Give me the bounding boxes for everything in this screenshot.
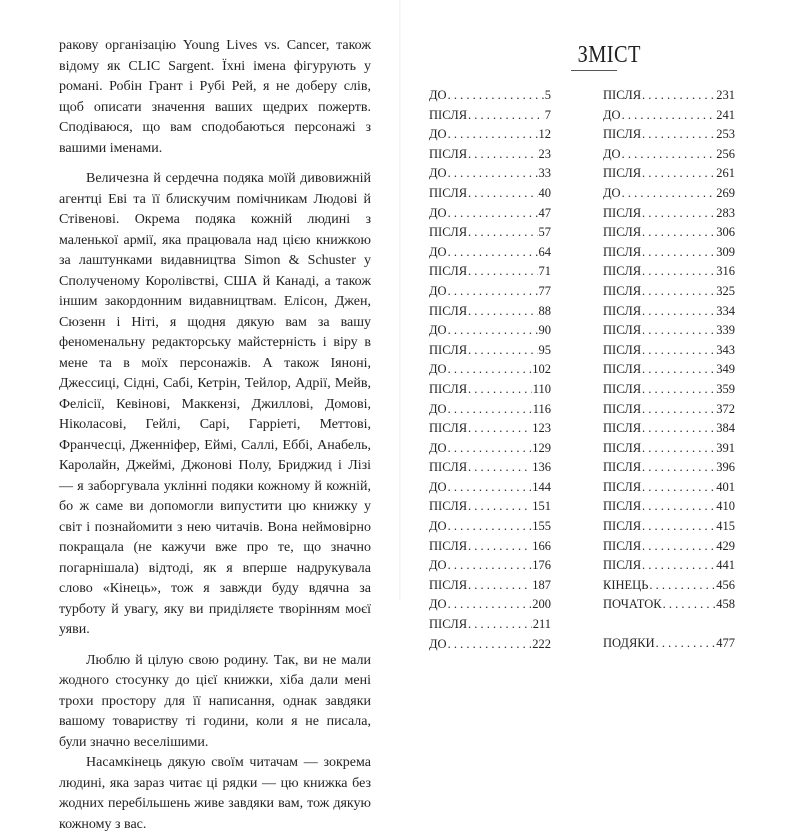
toc-entry-page-number: 23: [538, 146, 551, 161]
toc-dot-leader: [649, 578, 715, 593]
toc-dot-leader: [468, 460, 531, 475]
toc-dot-leader: [656, 636, 716, 651]
toc-entry-label: ДО: [429, 283, 447, 298]
toc-entry-page-number: 64: [538, 244, 551, 259]
toc-entry[interactable]: [603, 225, 735, 245]
toc-dot-leader: [448, 558, 532, 573]
toc-entry-label: ПОДЯКИ: [603, 636, 655, 651]
paragraph-2: Величезна й сердечна подяка моїй дивовижній агентці Еві та її блискучим помічникам Людові й Стівенові. Окрема подяка кожній людині з маленької армії, яка працювала над цією книжкою за лаштунками видавництва Simon & Schuster у Сполученому Королівстві, США й Канаді, а також іншим закордонним видавництвам. Елісон, Джен, Сюзенн і Ніті, я щодня дякую вам за вашу феноменальну редакторську майстерність і віру в мене та в моїх персонажів. А також Іяноні, Джессиці, Сідні, Сабі, Кетрін, Тейлор, Адрії, Мейв, Фелісії, Кевінові, Маккензі, Джиллові, Домові, Ніколасові, Гейлі, Сарі, Гарріеті, Меттові, Франчесці, Дженніфер, Еймі, Саллі, Еббі, Анабель, Каролайн, Джеймі, Джонові Полу, Бриджид і Лізі — я заборгувала уклінні подяки кожному й кожній, бо ж саме ви допомогли випустити цю книжку у світ і познайомити з нею читачів. Вона неймовірно покращала (не кажучи вже про те, що значно погарнішала) відтоді, як я вперше надрукувала слово «Кінець», тож я завжди буду вдячна за турботу й увагу, яку ви приділяєте творінням моєї уяви.: [59, 171, 371, 637]
toc-entry-page-number: 116: [532, 401, 551, 416]
toc-entry[interactable]: [429, 617, 551, 637]
toc-entry-page-number: 176: [532, 558, 551, 573]
toc-dot-leader: [642, 441, 715, 456]
toc-entry[interactable]: [429, 499, 551, 519]
toc-entry-label: ПІСЛЯ: [429, 342, 468, 357]
toc-entry-page-number: 12: [538, 127, 551, 142]
toc-dot-leader: [448, 245, 538, 260]
toc-entry[interactable]: [429, 186, 551, 206]
toc-column-2: [603, 88, 735, 656]
toc-entry-label: ДО: [429, 519, 447, 534]
toc-dot-leader: [448, 362, 532, 377]
toc-entry-page-number: 57: [538, 225, 551, 240]
toc-dot-leader: [642, 225, 715, 240]
toc-entry[interactable]: [429, 402, 551, 422]
toc-entry-page-number: 129: [532, 440, 551, 455]
toc-entry[interactable]: [603, 323, 735, 343]
toc-entry-page-number: 441: [716, 558, 735, 573]
toc-entry-label: ДО: [429, 440, 447, 455]
toc-entry-page-number: 200: [532, 597, 551, 612]
toc-entry-label: ПІСЛЯ: [429, 303, 468, 318]
toc-entry[interactable]: [603, 402, 735, 422]
toc-entry-page-number: 155: [532, 519, 551, 534]
toc-dot-leader: [448, 637, 532, 652]
toc-dot-leader: [642, 206, 715, 221]
toc-dot-leader: [448, 480, 532, 495]
toc-entry-label: ПІСЛЯ: [429, 577, 468, 592]
toc-entry[interactable]: [603, 284, 735, 304]
toc-entry-page-number: 334: [716, 303, 735, 318]
toc-dot-leader: [642, 519, 715, 534]
toc-dot-leader: [642, 499, 715, 514]
toc-entry-page-number: 391: [716, 440, 735, 455]
toc-entry-label: ДО: [429, 362, 447, 377]
toc-entry[interactable]: [603, 264, 735, 284]
toc-dot-leader: [468, 499, 531, 514]
toc-entry-label: КІНЕЦЬ: [603, 577, 649, 592]
toc-entry-page-number: 309: [716, 244, 735, 259]
toc-entry-label: ПІСЛЯ: [429, 421, 468, 436]
toc-entry-page-number: 372: [716, 401, 735, 416]
toc-dot-leader: [642, 284, 715, 299]
toc-dot-leader: [468, 382, 532, 397]
toc-entry[interactable]: [429, 88, 551, 108]
toc-entry-label: ДО: [603, 185, 621, 200]
toc-dot-leader: [448, 88, 544, 103]
toc-entry-page-number: 166: [532, 538, 551, 553]
toc-dot-leader: [448, 402, 532, 417]
toc-dot-leader: [642, 558, 715, 573]
toc-dot-leader: [622, 108, 716, 123]
toc-entry[interactable]: [603, 186, 735, 206]
toc-entry-page-number: 211: [532, 617, 551, 632]
toc-dot-leader: [448, 206, 538, 221]
toc-entry-label: ПІСЛЯ: [603, 303, 642, 318]
toc-entry[interactable]: [429, 382, 551, 402]
toc-dot-leader: [642, 304, 715, 319]
toc-entry-label: ДО: [429, 558, 447, 573]
toc-entry-page-number: 40: [538, 185, 551, 200]
toc-entry-label: ПІСЛЯ: [603, 460, 642, 475]
toc-entry-page-number: 151: [532, 499, 551, 514]
toc-entry-page-number: 306: [716, 225, 735, 240]
toc-entry-page-number: 269: [716, 185, 735, 200]
toc-column-1: [429, 88, 551, 656]
toc-entry-page-number: 429: [716, 538, 735, 553]
toc-dot-leader: [468, 578, 531, 593]
toc-entry-label: ПІСЛЯ: [603, 323, 642, 338]
toc-entry[interactable]: [603, 362, 735, 382]
toc-entry[interactable]: [603, 88, 735, 108]
toc-entry-page-number: 187: [532, 577, 551, 592]
toc-entry-label: ПІСЛЯ: [603, 127, 642, 142]
toc-dot-leader: [642, 245, 715, 260]
toc-entry[interactable]: [603, 206, 735, 226]
toc-entry-page-number: 222: [532, 636, 551, 651]
toc-entry-page-number: 241: [716, 107, 735, 122]
toc-dot-leader: [642, 166, 715, 181]
toc-entry[interactable]: [603, 636, 735, 656]
title-underline: [571, 70, 617, 71]
toc-dot-leader: [622, 186, 716, 201]
toc-entry-page-number: 5: [544, 88, 551, 102]
toc-dot-leader: [642, 127, 715, 142]
toc-entry-label: ДО: [429, 479, 447, 494]
toc-entry[interactable]: [429, 284, 551, 304]
toc-entry[interactable]: [429, 323, 551, 343]
toc-entry-label: ПІСЛЯ: [603, 421, 642, 436]
toc-dot-leader: [468, 304, 537, 319]
toc-entry-label: ПІСЛЯ: [603, 264, 642, 279]
toc-entry[interactable]: [603, 558, 735, 578]
toc-entry[interactable]: [603, 480, 735, 500]
toc-entry[interactable]: [429, 245, 551, 265]
toc-entry-label: ПІСЛЯ: [429, 460, 468, 475]
toc-dot-leader: [642, 343, 715, 358]
toc-entry-page-number: 325: [716, 283, 735, 298]
toc-dot-leader: [468, 147, 537, 162]
toc-entry[interactable]: [429, 480, 551, 500]
toc-entry[interactable]: [603, 382, 735, 402]
paragraph-1: ракову організацію Young Lives vs. Cancer, також відому як CLIC Sargent. Їхні імена фігурують у романі. Робін Грант і Рубі Рей, я не доберу слів, щоб описати значення ваших щедрих пожертв. Сподіваюся, що вам сподобаються персонажі з вашими іменами.: [59, 38, 371, 156]
toc-entry[interactable]: [429, 421, 551, 441]
toc-entry[interactable]: [429, 127, 551, 147]
toc-entry-label: ПІСЛЯ: [603, 362, 642, 377]
toc-entry-label: ПІСЛЯ: [429, 381, 468, 396]
toc-dot-leader: [642, 382, 715, 397]
toc-dot-leader: [468, 225, 537, 240]
toc-entry-page-number: 47: [538, 205, 551, 220]
toc-entry-page-number: 71: [538, 264, 551, 279]
toc-dot-leader: [642, 264, 715, 279]
acknowledgements-text: [59, 36, 371, 835]
toc-entry-page-number: 123: [532, 421, 551, 436]
toc-entry-page-number: 90: [538, 323, 551, 338]
toc-entry-label: ПІСЛЯ: [603, 283, 642, 298]
toc-entry-label: ДО: [429, 205, 447, 220]
toc-entry-label: ПІСЛЯ: [603, 401, 642, 416]
toc-dot-leader: [448, 166, 538, 181]
toc-entry-label: ПІСЛЯ: [603, 88, 642, 102]
toc-entry-label: ПОЧАТОК: [603, 597, 662, 612]
toc-entry-page-number: 415: [716, 519, 735, 534]
toc-entry[interactable]: [429, 166, 551, 186]
toc-entry-page-number: 256: [716, 146, 735, 161]
toc-entry-label: ПІСЛЯ: [603, 499, 642, 514]
toc-entry-label: ПІСЛЯ: [429, 499, 468, 514]
toc-entry-label: ПІСЛЯ: [603, 519, 642, 534]
toc-dot-leader: [642, 362, 715, 377]
toc-entry-label: ДО: [429, 636, 447, 651]
toc-entry[interactable]: [429, 460, 551, 480]
toc-entry-page-number: 136: [532, 460, 551, 475]
toc-entry[interactable]: [603, 597, 735, 617]
toc-entry[interactable]: [429, 519, 551, 539]
toc-entry-page-number: 401: [716, 479, 735, 494]
toc-entry-label: ПІСЛЯ: [603, 440, 642, 455]
toc-entry-page-number: 456: [716, 577, 735, 592]
toc-dot-leader: [448, 323, 538, 338]
toc-dot-leader: [642, 460, 715, 475]
toc-entry-page-number: 477: [716, 636, 735, 651]
toc-entry-label: ПІСЛЯ: [603, 244, 642, 259]
toc-entry-label: ПІСЛЯ: [603, 381, 642, 396]
toc-entry-page-number: 339: [716, 323, 735, 338]
toc-entry-page-number: 410: [716, 499, 735, 514]
toc-dot-leader: [468, 617, 532, 632]
toc-entry-label: ДО: [429, 244, 447, 259]
left-page: [0, 0, 400, 832]
toc-entry-label: ПІСЛЯ: [429, 617, 468, 632]
toc-dot-leader: [448, 441, 532, 456]
toc-entry[interactable]: [603, 147, 735, 167]
toc-entry-page-number: 110: [532, 381, 551, 396]
toc-entry-label: ДО: [429, 127, 447, 142]
toc-dot-leader: [642, 323, 715, 338]
toc-entry-page-number: 384: [716, 421, 735, 436]
toc-entry[interactable]: [603, 578, 735, 598]
toc-entry-page-number: 231: [716, 88, 735, 102]
toc-dot-leader: [468, 264, 537, 279]
toc-entry[interactable]: [429, 304, 551, 324]
toc-entry[interactable]: [429, 362, 551, 382]
toc-entry[interactable]: [429, 147, 551, 167]
toc-entry-page-number: 88: [538, 303, 551, 318]
toc-dot-leader: [468, 343, 537, 358]
toc-entry-label: ПІСЛЯ: [603, 558, 642, 573]
toc-entry-label: ДО: [429, 166, 447, 181]
toc-entry-page-number: 349: [716, 362, 735, 377]
toc-dot-leader: [642, 88, 715, 103]
toc-entry-page-number: 95: [538, 342, 551, 357]
toc-entry-page-number: 102: [532, 362, 551, 377]
toc-entry[interactable]: [603, 499, 735, 519]
toc-entry-page-number: 396: [716, 460, 735, 475]
toc-entry-label: ПІСЛЯ: [429, 107, 468, 122]
toc-entry[interactable]: [429, 343, 551, 363]
toc-entry-page-number: 359: [716, 381, 735, 396]
toc-entry[interactable]: [603, 127, 735, 147]
toc-dot-leader: [448, 127, 538, 142]
toc-entry-page-number: 261: [716, 166, 735, 181]
toc-title: ЗМІСТ: [577, 42, 641, 68]
toc-dot-leader: [642, 480, 715, 495]
toc-entry[interactable]: [429, 441, 551, 461]
paragraph-3: Люблю й цілую свою родину. Так, ви не мали жодного стосунку до цієї книжки, хіба дали мені трохи простору для її написання, однак завдяки вашому товариству ті години, коли я не писала, були значно веселішими.: [59, 652, 371, 750]
toc-entry-page-number: 316: [716, 264, 735, 279]
toc-entry-label: ПІСЛЯ: [603, 166, 642, 181]
toc-entry[interactable]: [429, 578, 551, 598]
toc-dot-leader: [642, 402, 715, 417]
toc-entry-label: ПІСЛЯ: [603, 342, 642, 357]
toc-entry-label: ПІСЛЯ: [603, 538, 642, 553]
toc-entry-page-number: 343: [716, 342, 735, 357]
toc-entry[interactable]: [603, 166, 735, 186]
toc-entry[interactable]: [429, 637, 551, 657]
toc-dot-leader: [642, 539, 715, 554]
toc-entry-page-number: 7: [544, 107, 551, 122]
toc-dot-leader: [448, 284, 538, 299]
toc-dot-leader: [468, 421, 531, 436]
toc-entry-label: ПІСЛЯ: [603, 479, 642, 494]
toc-entry-page-number: 33: [538, 166, 551, 181]
toc-dot-leader: [448, 519, 532, 534]
toc-entry[interactable]: [603, 539, 735, 559]
toc-entry-page-number: 458: [716, 597, 735, 612]
toc-entry-label: ДО: [429, 323, 447, 338]
toc-entry-label: ДО: [429, 597, 447, 612]
toc-entry-label: ПІСЛЯ: [603, 205, 642, 220]
toc-entry-page-number: 77: [538, 283, 551, 298]
toc-dot-leader: [468, 539, 531, 554]
toc-entry[interactable]: [603, 245, 735, 265]
toc-entry-label: ДО: [603, 107, 621, 122]
toc-entry-label: ПІСЛЯ: [603, 225, 642, 240]
toc-entry[interactable]: [603, 460, 735, 480]
toc-entry[interactable]: [429, 264, 551, 284]
toc-entry[interactable]: [603, 421, 735, 441]
toc-entry[interactable]: [429, 108, 551, 128]
toc-entry-page-number: 144: [532, 479, 551, 494]
toc-entry-label: ПІСЛЯ: [429, 185, 468, 200]
toc-entry[interactable]: [603, 441, 735, 461]
toc-dot-leader: [468, 186, 537, 201]
toc-entry[interactable]: [603, 343, 735, 363]
toc-entry[interactable]: [429, 558, 551, 578]
toc-entry-label: ПІСЛЯ: [429, 146, 468, 161]
toc-entry-label: ПІСЛЯ: [429, 538, 468, 553]
toc-entry-label: ДО: [429, 401, 447, 416]
toc-entry[interactable]: [429, 597, 551, 617]
toc-entry-page-number: 253: [716, 127, 735, 142]
toc-dot-leader: [622, 147, 716, 162]
toc-entry[interactable]: [429, 206, 551, 226]
toc-entry[interactable]: [429, 539, 551, 559]
toc-entry-label: ПІСЛЯ: [429, 264, 468, 279]
toc-entry-label: ПІСЛЯ: [429, 225, 468, 240]
toc-entry-page-number: 283: [716, 205, 735, 220]
toc-dot-leader: [468, 108, 544, 123]
toc-entry-label: ДО: [603, 146, 621, 161]
toc-entry[interactable]: [603, 108, 735, 128]
toc-entry[interactable]: [603, 519, 735, 539]
toc-entry[interactable]: [603, 304, 735, 324]
paragraph-4: Насамкінець дякую своїм читачам — зокрема людині, яка зараз читає ці рядки — цю книжка без жодних перебільшень живе завдяки вам, тож дякую кожному з вас.: [59, 755, 371, 832]
toc-dot-leader: [642, 421, 715, 436]
toc-entry[interactable]: [429, 225, 551, 245]
toc-entry-label: ДО: [429, 88, 447, 102]
